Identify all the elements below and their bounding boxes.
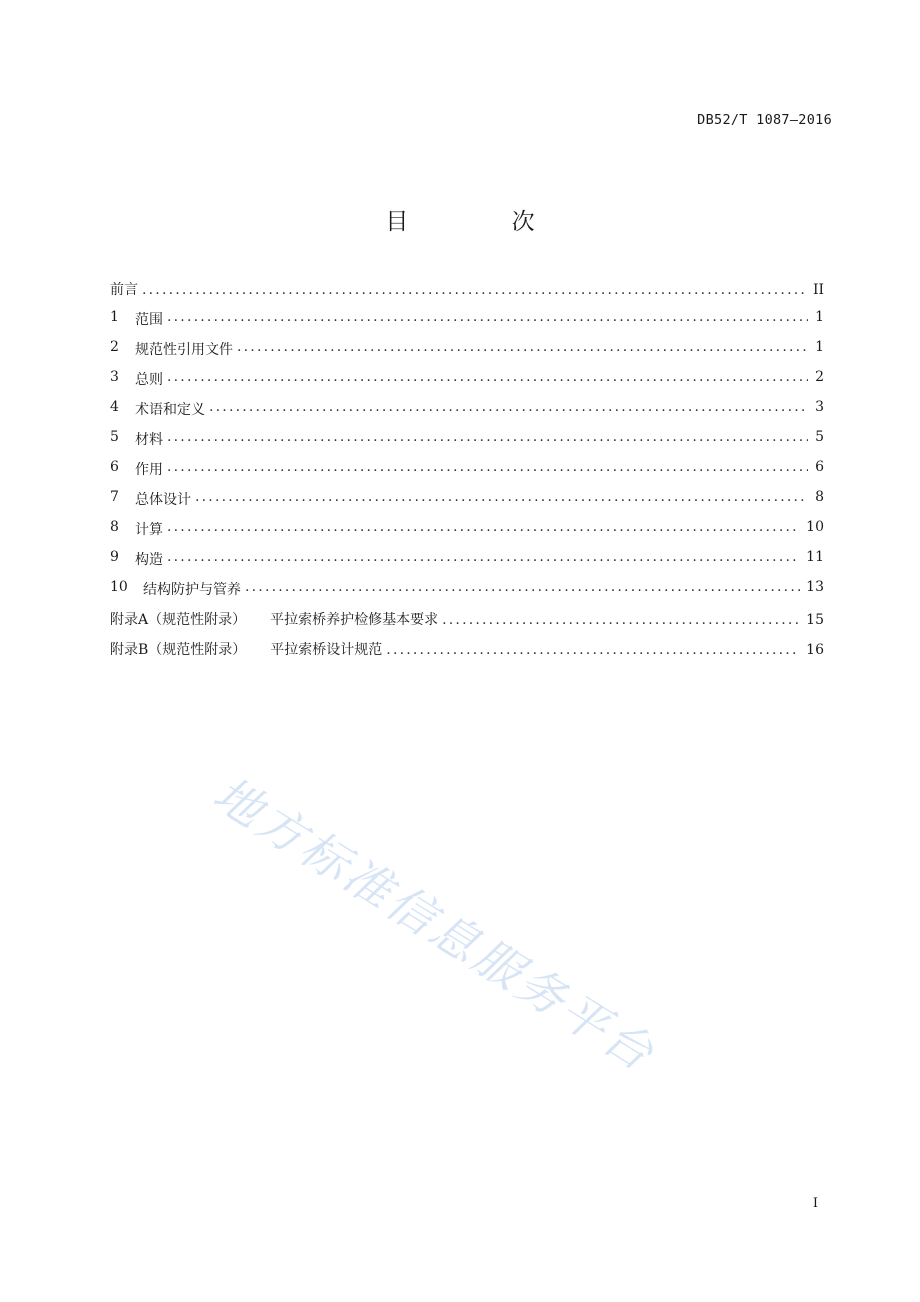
toc-entry-page: 13 [806, 579, 824, 595]
toc-entry[interactable] [110, 279, 824, 309]
toc-entry-number: 8 [110, 519, 119, 535]
toc-entry-title: 计算 [135, 522, 163, 538]
toc-entry-title: 规范性引用文件 [135, 342, 233, 358]
page-number: I [812, 1196, 818, 1211]
toc-entry-number: 2 [110, 339, 119, 355]
toc-entry-title: 总则 [135, 372, 163, 388]
toc-entry-number: 6 [110, 459, 119, 475]
toc-entry-page: 1 [815, 309, 824, 325]
toc-entry-number: 7 [110, 489, 119, 505]
toc-entry-number: 3 [110, 369, 119, 385]
toc-entry[interactable] [110, 459, 824, 489]
toc-entry[interactable] [110, 399, 824, 429]
toc-entry-number: 5 [110, 429, 119, 445]
toc-entry[interactable] [110, 339, 824, 369]
dot-leader [209, 399, 808, 415]
dot-leader [167, 459, 808, 475]
toc-entry-page: 15 [806, 612, 824, 628]
toc-entry[interactable] [110, 579, 824, 609]
dot-leader [167, 429, 808, 445]
toc-entry-number: 1 [110, 309, 119, 325]
toc-title: 目 次 [385, 209, 583, 235]
dot-leader [386, 642, 800, 658]
toc-entry-title: 材料 [135, 432, 163, 448]
dot-leader [195, 489, 808, 505]
toc-entry-title: 总体设计 [135, 492, 191, 508]
toc-entry[interactable] [110, 549, 824, 579]
toc-entry[interactable] [110, 369, 824, 399]
toc-entry-title: 构造 [135, 552, 163, 568]
dot-leader [245, 579, 800, 595]
dot-leader [167, 519, 800, 535]
toc-entry-page: 1 [815, 339, 824, 355]
toc-entry-number: 10 [110, 579, 128, 595]
toc-entry-page: 16 [806, 642, 824, 658]
toc-entry-page: 5 [815, 429, 824, 445]
toc-entry[interactable] [110, 639, 824, 669]
toc-entry-title: 作用 [135, 462, 163, 478]
toc-entry-number: 9 [110, 549, 119, 565]
toc-entry-number: 4 [110, 399, 119, 415]
toc-entry-page: 3 [815, 399, 824, 415]
toc-entry-page: II [812, 282, 824, 298]
toc-entry-page: 11 [806, 549, 824, 565]
dot-leader [142, 282, 807, 298]
toc-entry[interactable] [110, 429, 824, 459]
toc-entry-title: 术语和定义 [135, 402, 205, 418]
standard-code: DB52/T 1087—2016 [697, 112, 832, 128]
dot-leader [167, 309, 808, 325]
toc-entry-page: 10 [806, 519, 824, 535]
toc-entry[interactable] [110, 309, 824, 339]
toc-entry-title: 平拉索桥设计规范 [270, 642, 383, 658]
toc-entry-page: 6 [815, 459, 824, 475]
watermark: 地方标准信息服务平台 [203, 766, 666, 1084]
table-of-contents [110, 279, 824, 669]
toc-entry-title: 结构防护与管养 [143, 582, 241, 598]
dot-leader [237, 339, 808, 355]
toc-entry[interactable] [110, 609, 824, 639]
toc-entry-page: 2 [815, 369, 824, 385]
toc-appendix-label: 附录B（规范性附录） [110, 642, 247, 658]
toc-entry-title: 范围 [135, 312, 163, 328]
toc-appendix-label: 附录A（规范性附录） [110, 612, 247, 628]
toc-entry-page: 8 [815, 489, 824, 505]
toc-entry-title: 前言 [110, 282, 138, 298]
dot-leader [167, 549, 800, 565]
toc-entry[interactable] [110, 519, 824, 549]
dot-leader [442, 612, 800, 628]
dot-leader [167, 369, 808, 385]
toc-entry-title: 平拉索桥养护检修基本要求 [270, 612, 439, 628]
toc-entry[interactable] [110, 489, 824, 519]
